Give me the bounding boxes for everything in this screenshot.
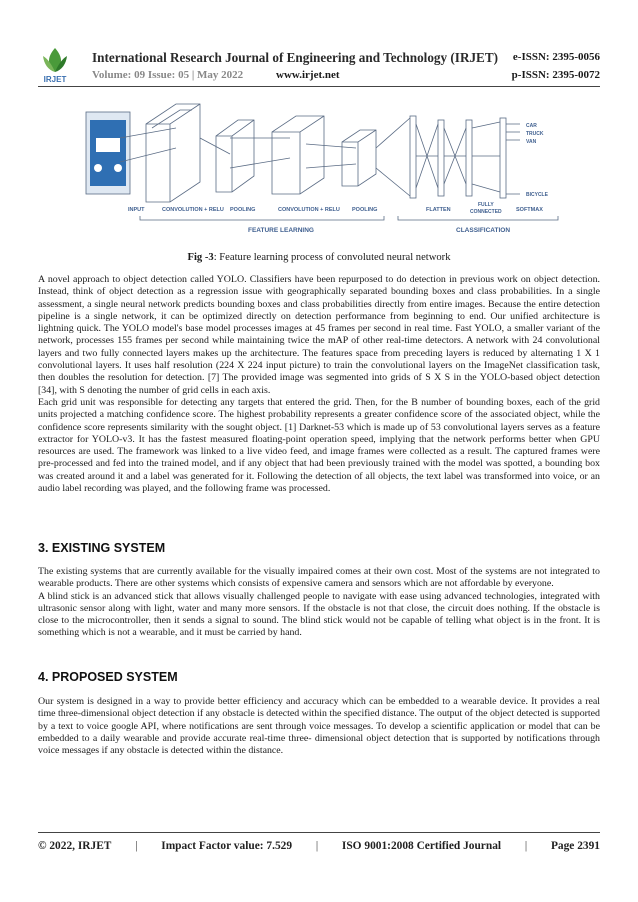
label-fully: FULLY [478,202,494,208]
footer-separator: | [524,840,528,852]
label-truck: TRUCK [526,131,544,137]
paragraph-yolo-intro: A novel approach to object detection called YOLO. Classifiers have been repurposed to do detection in previous work on object detection. Instead, think of object detection as a regression issue with geographically separated bounding boxes and class probabilities. In a single assessment, a single neural network predicts bounding boxes and class probabilities directly from entire images. Because the entire detection pipeline is a single network, it can be optimized directly on detection performance from beginning to end. Our unified architecture is lightning quick. The YOLO model's base model processes images at 45 frames per second in real time. Fast YOLO, a smaller variant of the network, processes 155 frames per second while maintaining twice the mAP of other real-time detectors. A network with 24 convolutional layers and two fully connected layers makes up the architecture. The features space from preceding layers is reduced by alternating 1 X 1 convolutional layers. It uses half resolution (224 X 224 input picture) to train the convolutional layers on the ImageNet classification task, then doubles the resolution for detection. [7] The provided image was segmented into grids of S X S in the YOLO-based object detection [34], with S denoting the number of grid cells in each axis. [38,274,600,396]
body-block-1 [38,274,600,495]
footer-separator: | [135,840,138,852]
footer-impact-factor: Impact Factor value: 7.529 [161,840,293,852]
figure-caption [0,252,638,263]
paragraph-proposed-system: Our system is designed in a way to provide better efficiency and accuracy which can be embedded to a wearable device. It provides a real time three-dimensional object detection if any obstacle is detected within the specified distance. The output of the object detected is supported by a text to voice google API, where notifications are sent through voice messages. To develop a scientific application or model that can be embedded to a daily wearable and provide accurate real-time three- dimensional object detection that is supported by notifications through voice messages if any obstacle is detected within the distance. [38,696,600,757]
label-van: VAN [526,139,537,145]
label-pool2: POOLING [352,207,378,213]
section-heading-existing-system: 3. EXISTING SYSTEM [38,541,166,555]
pool1-volume [216,120,254,192]
softmax-layer [500,118,506,198]
body-block-2 [38,566,600,640]
paragraph-blind-stick: A blind stick is an advanced stick that allows visually challenged people to navigate with ease using advanced technologies, integrated with ultrasonic sensor along with light, water and many more sensors. If the obstacle is not that close, the circuit does nothing. If the obstacle is close to the microcontroller, then it sends a signal to sound. The blind stick would not be capable of telling what object is in the front. It is something which is not a wearable, and it must be carried by hand. [38,590,600,639]
conv2-volume [272,116,324,194]
paragraph-existing-systems: The existing systems that are currently available for the visually impaired comes at their own cost. Most of the systems are not integrated to wearable products. There are other systems which consists of expensive camera and sensors which are not affordable by everyone. [38,566,600,590]
label-connected: CONNECTED [470,209,502,215]
pool2-volume [342,130,376,186]
fc-layer-2 [466,120,472,196]
footer-divider [38,832,600,833]
flatten-layer [410,116,416,198]
body-block-3 [38,696,600,757]
footer-page-number: Page 2391 [550,840,600,852]
paragraph-grid-detection: Each grid unit was responsible for detecting any targets that entered the grid. Then, for the B number of bounding boxes, each of the grid units projected a matching confidence score. The highest probability represents a greater confidence score of the associated object, while the confidence score represents similarity with the sought object. [1] Darknet-53 which is made up of 53 convolutional layers serves as a feature extractor for YOLO-v3. It has the fastest measured floating-point operation speed, implying that the network performs better when GPU resources are used. The framework was linked to a live video feed, and image frames were collected as a result. The captured frames were pre-processed and fed into the trained model, and if any object that had been previously trained with the model was spotted, a bounding box was created around it and a label was generated for it. Following the detection of all objects, the text label was transformed into voice, or an audio label recording was played, and the following frame was processed. [38,396,600,495]
header-divider [38,86,600,87]
journal-website[interactable]: www.irjet.net [276,69,340,81]
cnn-figure [80,98,600,248]
footer [38,840,600,852]
footer-copyright: © 2022, IRJET [38,840,112,852]
volume-issue: Volume: 09 Issue: 05 | May 2022 [92,69,244,81]
label-car: CAR [526,123,537,129]
caption-text: : Feature learning process of convoluted neural network [213,252,451,263]
p-issn: p-ISSN: 2395-0072 [511,69,600,81]
label-bicycle: BICYCLE [526,192,548,198]
label-classification: CLASSIFICATION [456,227,511,234]
caption-label: Fig -3 [187,252,214,263]
label-pool1: POOLING [230,207,256,213]
section-heading-proposed-system: 4. PROPOSED SYSTEM [38,670,178,684]
label-feature-learning: FEATURE LEARNING [248,227,314,234]
label-conv2: CONVOLUTION + RELU [278,207,340,213]
label-softmax: SOFTMAX [516,207,543,213]
car-input-image [90,120,126,186]
footer-iso: ISO 9001:2008 Certified Journal [341,840,502,852]
label-input: INPUT [128,207,145,213]
fc-layer-1 [438,120,444,196]
conv1-volume [146,104,200,202]
irjet-logo [38,46,72,84]
journal-title: International Research Journal of Engineering and Technology (IRJET) [92,50,499,65]
e-issn: e-ISSN: 2395-0056 [512,51,600,63]
label-conv1: CONVOLUTION + RELU [162,207,224,213]
footer-separator: | [315,840,319,852]
logo-text: IRJET [43,75,67,84]
label-flatten: FLATTEN [426,207,451,213]
